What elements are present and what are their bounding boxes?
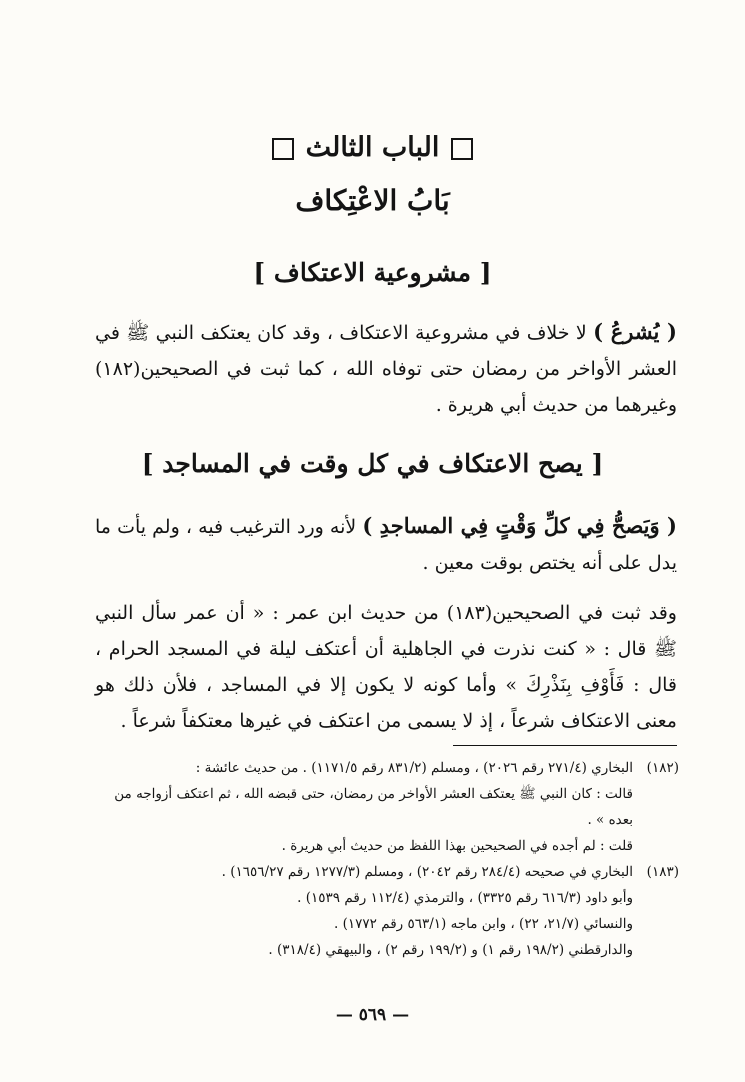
paragraph-text: وقد ثبت في الصحيحين(١٨٣) من حديث ابن عمر : « أن عمر سأل النبي ﷺ قال : « كنت نذرت في الجاهلية أن أعتكف ليلة في المسجد الحرام ، قال : فَأَوْفِ بِنَذْرِكَ » وأما كونه لا يكون إلا في المساجد ، فلأن ذلك هو معنى الاعتكاف شرعاً ، إذ لا يسمى من اعتكف في غيرها معتكفاً شرعاً . xyxy=(95,602,677,732)
footnote-line: والنسائي (٢١/٧، ٢٢) ، وابن ماجه (٥٦٣/١ رقم ١٧٧٢) . xyxy=(334,916,633,932)
section-title: بَابُ الاعْتِكاف xyxy=(295,184,450,217)
paragraph-valid-any-time xyxy=(95,508,677,581)
footnote-line: البخاري في صحيحه (٢٨٤/٤ رقم ٢٠٤٢) ، ومسلم (١٢٧٧/٣ رقم ١٦٥٦/٢٧) . xyxy=(221,864,633,880)
square-ornament-icon xyxy=(272,138,294,160)
footnote-line: قالت : كان النبي ﷺ يعتكف العشر الأواخر من رمضان، حتى قبضه الله ، ثم اعتكف أزواجه من بعده » . xyxy=(114,786,633,828)
page-number: — ٥٦٩ — xyxy=(335,1005,410,1025)
square-ornament-icon xyxy=(451,138,473,160)
footnote-line: وأبو داود (٦١٦/٣ رقم ٣٣٢٥) ، والترمذي (١١٢/٤ رقم ١٥٣٩) . xyxy=(297,890,633,906)
heading-valid-any-time: [ يصح الاعتكاف في كل وقت في المساجد ] xyxy=(141,449,604,478)
paragraph-text: لأنه ورد الترغيب فيه ، ولم يأت ما يدل على أنه يختص بوقت معين . xyxy=(95,516,677,574)
footnote-line: قلت : لم أجده في الصحيحين بهذا اللفظ من حديث أبي هريرة . xyxy=(281,838,633,854)
footnote-line: البخاري (٢٧١/٤ رقم ٢٠٢٦) ، ومسلم (٨٣١/٢ رقم ١١٧١/٥) . من حديث عائشة : xyxy=(195,760,633,776)
paragraph-text: لا خلاف في مشروعية الاعتكاف ، وقد كان يعتكف النبي ﷺ في العشر الأواخر من رمضان حتى توفاه الله ، كما ثبت في الصحيحين(١٨٢) وغيرهما من حديث أبي هريرة . xyxy=(95,322,677,416)
footnote-182 xyxy=(95,755,679,859)
footnote-number: (١٨٢) xyxy=(646,760,679,776)
keyword-yasihhu: ( وَيَصحُّ فِي كلِّ وَقْتٍ فِي المساجدِ ) xyxy=(362,513,677,538)
heading-legitimacy: [ مشروعية الاعتكاف ] xyxy=(253,258,492,287)
footnote-divider xyxy=(453,745,677,746)
keyword-yushra: ( يُشرعُ ) xyxy=(593,319,677,344)
footnote-line: والدارقطني (١٩٨/٢ رقم ١) و (١٩٩/٢ رقم ٢) ، والبيهقي (٣١٨/٤) . xyxy=(268,942,633,958)
paragraph-hadith-ibn-umar xyxy=(95,595,677,739)
footnote-number: (١٨٣) xyxy=(646,864,679,880)
footnotes xyxy=(95,755,679,963)
footnote-183 xyxy=(95,859,679,963)
paragraph-legitimacy xyxy=(95,314,677,423)
chapter-title: الباب الثالث xyxy=(0,128,745,168)
